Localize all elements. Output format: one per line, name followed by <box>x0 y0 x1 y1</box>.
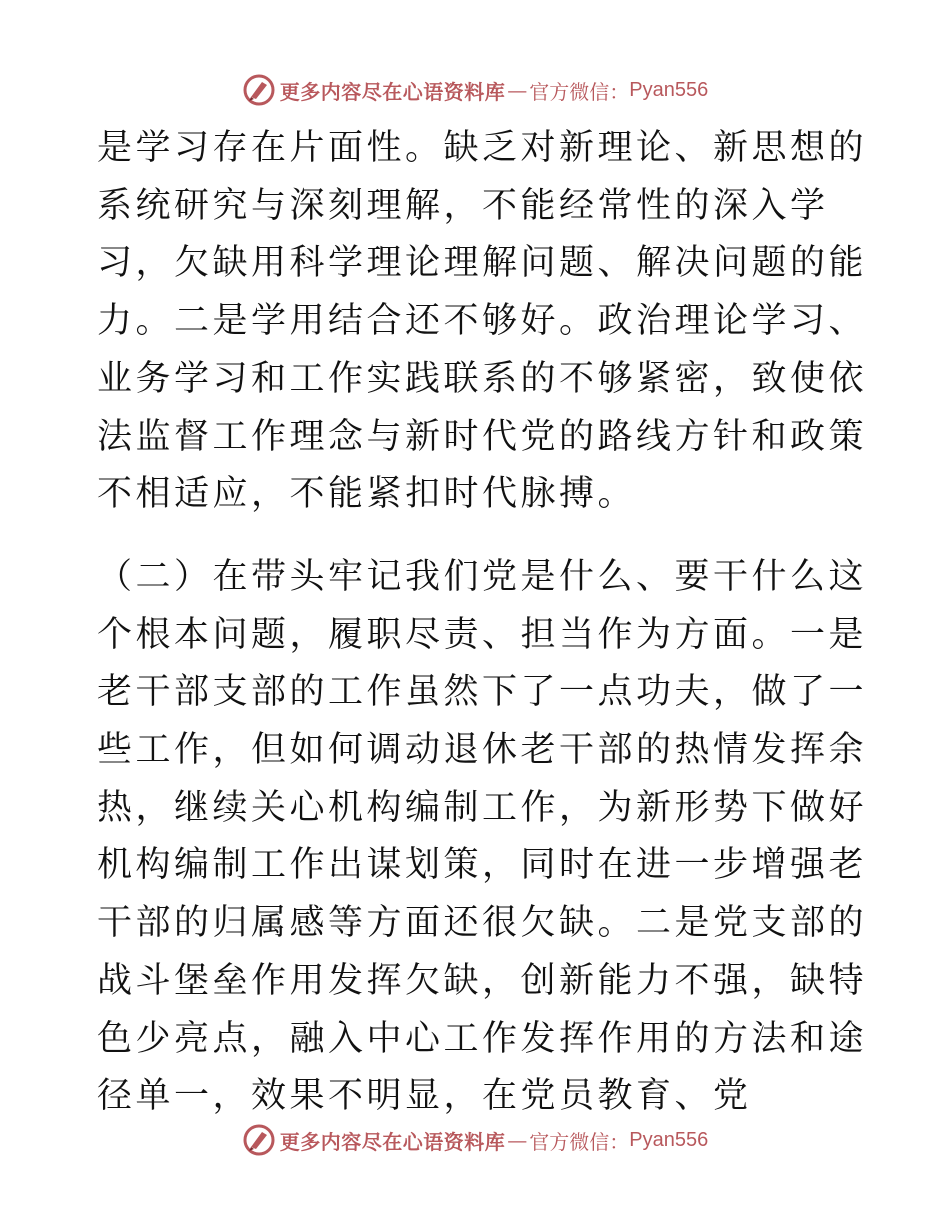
watermark-wechat-id: Pyan556 <box>629 78 709 101</box>
logo-icon <box>242 73 276 107</box>
paragraph: 是学习存在片面性。缺乏对新理论、新思想的系统研究与深刻理解，不能经常性的深入学习，欠缺用科学理论理解问题、解决问题的能力。二是学用结合还不够好。政治理论学习、业务学习和工作实践联系的不够紧密，致使依法监督工作理念与新时代党的路线方针和政策不相适应，不能紧扣时代脉搏。 <box>97 128 868 515</box>
watermark-wechat-label: 官方微信： <box>529 79 630 104</box>
watermark-dash: — <box>507 1128 528 1152</box>
watermark-dash: — <box>507 78 528 102</box>
watermark-text: 更多内容尽在心语资料库 <box>279 79 506 104</box>
header-watermark <box>0 70 950 110</box>
footer-watermark <box>0 1120 950 1160</box>
paragraph: （二）在带头牢记我们党是什么、要干什么这个根本问题，履职尽责、担当作为方面。一是老干部支部的工作虽然下了一点功夫，做了一些工作，但如何调动退休老干部的热情发挥余热，继续关心机构编制工作，为新形势下做好机构编制工作出谋划策，同时在进一步增强老干部的归属感等方面还很欠缺。二是党支部的战斗堡垒作用发挥欠缺，创新能力不强，缺特色少亮点，融入中心工作发挥作用的方法和途径单一，效果不明显，在党员教育、党 <box>97 556 868 1117</box>
watermark-wechat-id: Pyan556 <box>629 1128 709 1151</box>
watermark-text: 更多内容尽在心语资料库 <box>279 1129 506 1154</box>
document-body <box>97 120 867 1126</box>
logo-icon <box>242 1123 276 1157</box>
watermark-wechat-label: 官方微信： <box>529 1129 630 1154</box>
